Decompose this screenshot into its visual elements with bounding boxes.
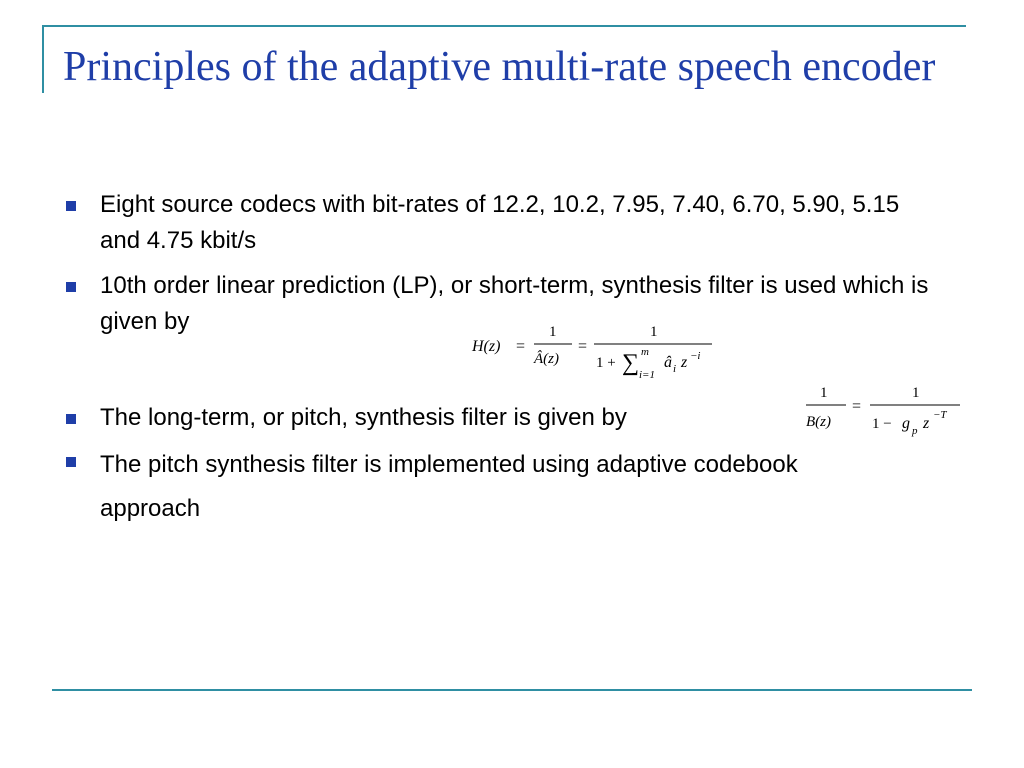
coefficient-a: â bbox=[664, 354, 672, 371]
left-accent-line bbox=[42, 25, 44, 93]
formula-lhs: H(z) bbox=[472, 338, 501, 355]
formula-numerator: 1 bbox=[820, 385, 828, 401]
bullet-marker-icon bbox=[66, 457, 76, 467]
bullet-marker-icon bbox=[66, 282, 76, 292]
bottom-accent-line bbox=[52, 689, 972, 691]
gain-sub: p bbox=[912, 425, 918, 437]
slide-title: Principles of the adaptive multi-rate speech encoder bbox=[63, 44, 936, 90]
formula-denominator-prefix: 1 + bbox=[596, 355, 616, 371]
sum-lower-limit: i=1 bbox=[639, 369, 655, 381]
pitch-filter-formula bbox=[804, 378, 968, 438]
coefficient-sub: i bbox=[673, 363, 677, 375]
bullet-item-adaptive-codebook: The pitch synthesis filter is implemented using adaptive codebook approach bbox=[100, 451, 798, 522]
formula-equals: = bbox=[852, 398, 862, 415]
formula-denominator: Â(z) bbox=[534, 351, 559, 367]
formula-numerator: 1 bbox=[650, 324, 658, 340]
sum-upper-limit: m bbox=[641, 346, 649, 358]
formula-denominator-prefix: 1 − bbox=[872, 416, 892, 432]
formula-numerator: 1 bbox=[912, 385, 920, 401]
exponent: −i bbox=[690, 350, 701, 362]
bullet-item-pitch-filter: The long-term, or pitch, synthesis filter is given by bbox=[100, 404, 627, 431]
formula-equals: = bbox=[516, 338, 526, 355]
variable-z: z bbox=[681, 354, 688, 371]
bullet-marker-icon bbox=[66, 414, 76, 424]
bullet-item-codecs: Eight source codecs with bit-rates of 12.2, 10.2, 7.95, 7.40, 6.70, 5.90, 5.15 and 4.75 kbit/s bbox=[100, 191, 900, 254]
exponent: −T bbox=[933, 409, 947, 421]
formula-denominator: B(z) bbox=[806, 414, 831, 430]
top-accent-line bbox=[42, 25, 966, 27]
lp-filter-formula bbox=[470, 318, 720, 384]
formula-numerator: 1 bbox=[549, 324, 557, 340]
gain-g: g bbox=[902, 415, 910, 432]
variable-z: z bbox=[923, 415, 930, 432]
bullet-marker-icon bbox=[66, 201, 76, 211]
sum-symbol: ∑ bbox=[622, 350, 640, 376]
formula-equals: = bbox=[578, 338, 588, 355]
bullet-item-lp-filter: 10th order linear prediction (LP), or short-term, synthesis filter is used which is given by bbox=[100, 272, 929, 335]
